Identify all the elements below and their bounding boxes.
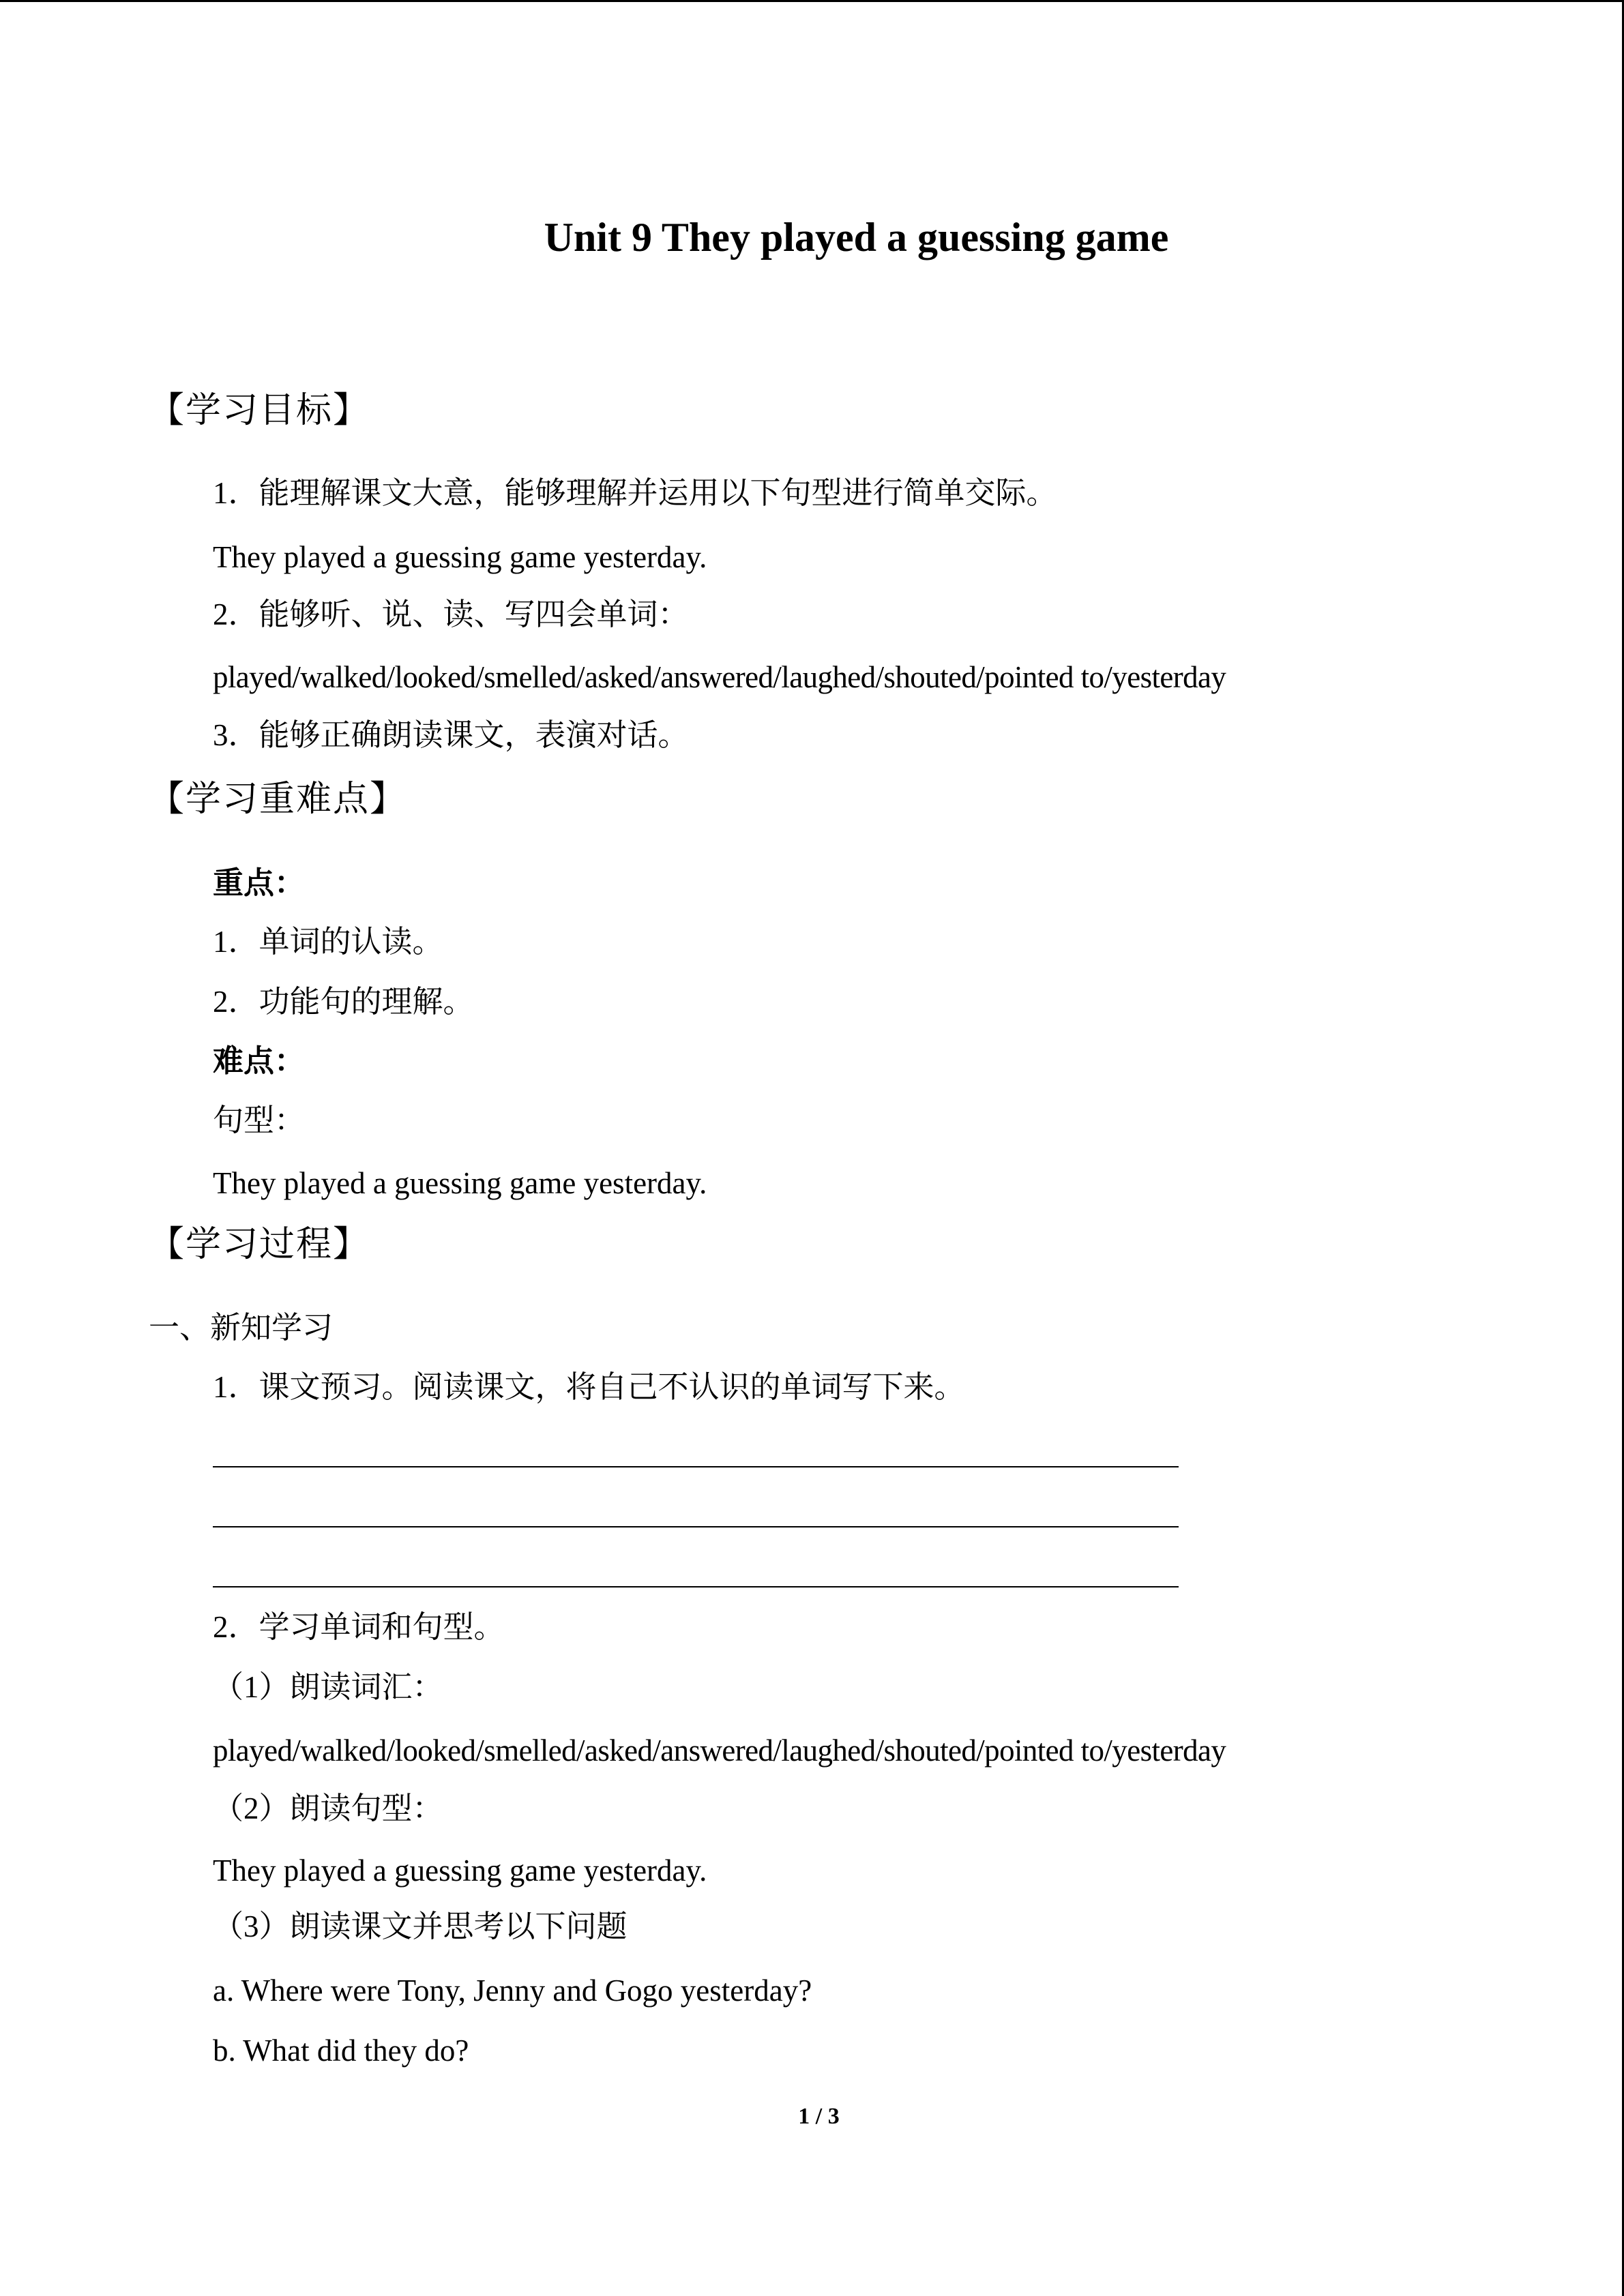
objective-item-2: 2．能够听、说、读、写四会单词： xyxy=(213,597,689,631)
objective-item-3: 3．能够正确朗读课文，表演对话。 xyxy=(213,718,689,752)
question-b: b. What did they do? xyxy=(213,2033,469,2068)
sub-step-1-label: （1）朗读词汇： xyxy=(213,1670,443,1704)
answer-line-2 xyxy=(213,1526,1179,1527)
process-heading: 【学习过程】 xyxy=(149,1224,370,1265)
objective-item-1-sentence: They played a guessing game yesterday. xyxy=(213,540,707,574)
section-1-heading: 一、新知学习 xyxy=(149,1311,334,1345)
sub-step-3-label: （3）朗读课文并思考以下问题 xyxy=(213,1909,628,1943)
key-item-2: 2．功能句的理解。 xyxy=(213,985,474,1019)
pattern-label: 句型： xyxy=(213,1103,306,1137)
key-label: 重点： xyxy=(213,866,306,900)
objective-item-2-words: played/walked/looked/smelled/asked/answered/laughed/shouted/pointed to/yesterday xyxy=(213,660,1226,694)
answer-line-3 xyxy=(213,1586,1179,1587)
difficult-label: 难点： xyxy=(213,1044,306,1078)
pattern-sentence: They played a guessing game yesterday. xyxy=(213,1166,707,1200)
key-item-1: 1．单词的认读。 xyxy=(213,925,443,959)
key-points-heading: 【学习重难点】 xyxy=(149,779,407,820)
sub-step-1-words: played/walked/looked/smelled/asked/answered/laughed/shouted/pointed to/yesterday xyxy=(213,1733,1226,1768)
step-2: 2．学习单词和句型。 xyxy=(213,1610,505,1644)
sub-step-2-sentence: They played a guessing game yesterday. xyxy=(213,1853,707,1888)
sub-step-2-label: （2）朗读句型： xyxy=(213,1791,443,1825)
objectives-heading: 【学习目标】 xyxy=(149,390,370,431)
step-1: 1．课文预习。阅读课文，将自己不认识的单词写下来。 xyxy=(213,1370,965,1404)
question-a: a. Where were Tony, Jenny and Gogo yesterday? xyxy=(213,1973,812,2008)
objective-item-1: 1．能理解课文大意，能够理解并运用以下句型进行简单交际。 xyxy=(213,476,1057,510)
page-border-top xyxy=(0,0,1624,2)
page-title: Unit 9 They played a guessing game xyxy=(544,215,1169,260)
page-number: 1 / 3 xyxy=(798,2104,840,2129)
answer-line-1 xyxy=(213,1466,1179,1467)
